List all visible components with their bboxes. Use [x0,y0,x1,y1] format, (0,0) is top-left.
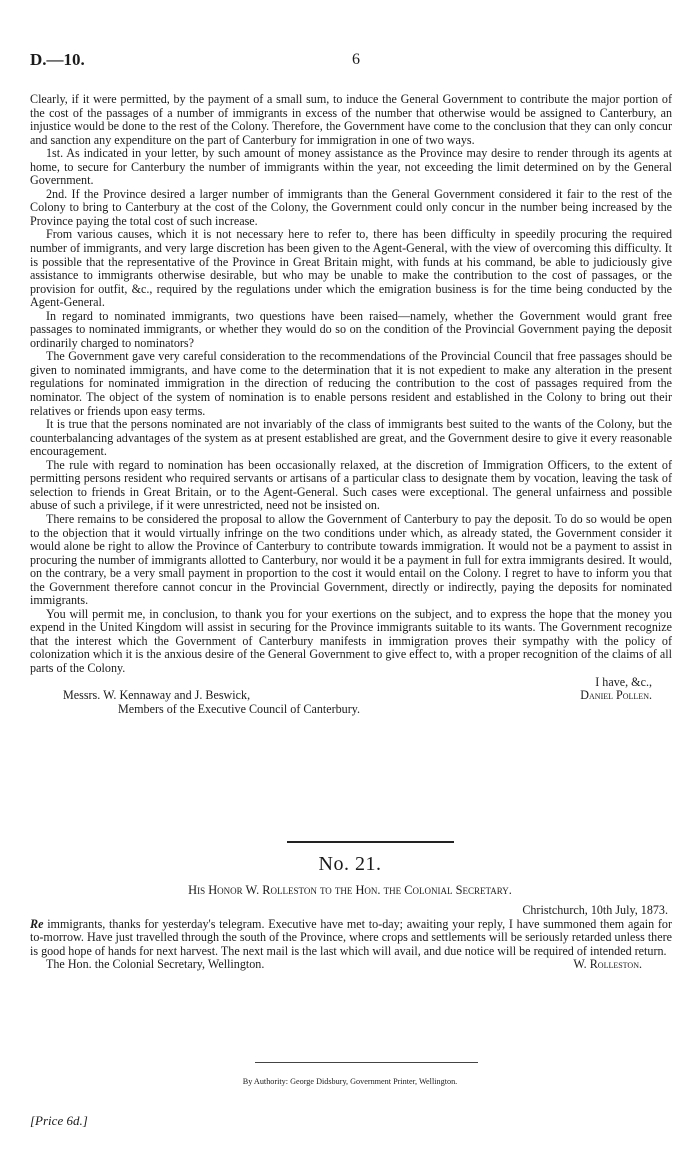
signature-row [30,689,672,703]
telegram-text: immigrants, thanks for yesterday's telegram. Executive have met to-day; awaiting your reply, I have summoned them again for to-morrow. Have just travelled through the south of the Province, where crops and settlements will be seriously retarded unless there is good hope of hands for next harvest. The next mail is the last which will avail, and due notice will be required of intended return. [30,916,672,958]
document-number: No. 21. [318,853,382,875]
paragraph: It is true that the persons nominated are not invariably of the class of immigrants best suited to the wants of the Colony, but the counterbalancing advantages of the system as at present established are great, and the Government desire to give it every reasonable encouragement. [30,417,672,459]
paragraph: Clearly, if it were permitted, by the payment of a small sum, to induce the General Government to contribute the major portion of the cost of the passages of a number of immigrants in excess of the number that otherwise would be assigned to Canterbury, an injustice would be done to the rest of the Colony. Therefore, the Government have come to the conclusion that they can only concur and sanction any expenditure on the part of Canterbury for immigration in one of two ways. [30,92,672,147]
paragraph: 1st. As indicated in your letter, by such amount of money assistance as the Province may desire to render through its agents at home, to secure for Canterbury the number of immigrants within the year, not exceeding the limit determined on by the General Government. [30,146,672,188]
paragraph: The rule with regard to nomination has been occasionally relaxed, at the discretion of Immigration Officers, to the extent of permitting persons resident who required servants or artisans of a particular class to designate them by vocation, leaving the task of selection to friends in Great Britain, or to the Agent-General. Such cases were exceptional. The general unfairness and possible abuse of such a privilege, if it were unrestricted, need not be insisted on. [30,457,672,513]
paragraph: You will permit me, in conclusion, to thank you for your exertions on the subject, and to express the hope that the money you expend in the United Kingdom will assist in securing for the Province immigrants suitable to its wants. The Government recognize that the interest which the Government of Canterbury manifests in immigration proves their sympathy with the policy of colonization which it is the anxious desire of the General Government to give effect to, with a proper recognition of the claims of all parts of the Colony. [30,606,672,675]
section-divider [287,841,454,843]
paragraph: 2nd. If the Province desired a larger number of immigrants than the General Government considered it fair to the rest of the Colony to bring to Canterbury at the cost of the Colony, the Government could only concur in the number being increased by the Province paying the total cost of such increase. [30,186,672,228]
document-reference: D.—10. [30,50,85,69]
addressee-role: Members of the Executive Council of Canterbury. [118,701,361,716]
page-number: 6 [352,51,360,68]
paragraph: There remains to be considered the proposal to allow the Government of Canterbury to pay the deposit. To do so would be open to the objection that it would virtually infringe on the two conditions under which, as already stated, the Government consider it would alone be right to allow the Province of Canterbury to contribute towards immigration. It would not be a payment to assist in procuring the number of immigrants allotted to Canterbury, nor would it be a payment in full for extra immigrants desired. It would, on the contrary, be a very small payment in proportion to the cost it would entail on the Colony. I regret to have to inform you that the Government therefore cannot concur in the Provincial Government, directly or indirectly, paying the deposits for nominated immigrants. [30,511,672,608]
dateline: Christchurch, 10th July, 1873. [522,903,668,917]
telegram-signature-row [30,958,672,972]
paragraph: From various causes, which it is not necessary here to refer to, there has been difficulty in speedily procuring the required number of immigrants, and very large discretion has been given to the Agent-General, with the view of overcoming this difficulty. It is possible that the representative of the Province in Great Britain might, with funds at his command, be able to judiciously give assistance to immigrants otherwise desirable, but who may be unable to make the contribution to the cost of passages, or the provision for outfit, &c., required by the regulations under which the emigration business is for the time being conducted by the Agent-General. [30,227,672,310]
telegram-message [30,918,672,959]
document-title: His Honor W. Rolleston to the Hon. the Colonial Secretary. [188,883,512,897]
price-label: [Price 6d.] [30,1113,88,1128]
footer-divider [255,1062,478,1063]
recipient: The Hon. the Colonial Secretary, Wellington. [46,957,265,972]
addressee: Messrs. W. Kennaway and J. Beswick, [63,688,251,703]
telegram-body [30,904,672,972]
telegram-signature: W. Rolleston. [573,957,642,972]
letter-body [30,93,672,716]
printer-authority: By Authority: George Didsbury, Government Printer, Wellington. [242,1077,458,1086]
paragraph: The Government gave very careful consideration to the recommendations of the Provincial Council that free passages should be given to nominated immigrants, and have come to the determination that it is not expedient to make any alteration in the present regulations for nominated immigration in the direction of reducing the contribution to the cost of passages required from the nominator. The object of the system of nomination is to enable persons resident and established in the Colony to bring out their relatives or friends upon easy terms. [30,349,672,418]
re-label: Re [30,916,44,931]
paragraph: In regard to nominated immigrants, two questions have been raised—namely, whether the Government would grant free passages to nominated immigrants, or whether they would do so on the condition of the Provincial Government paying the deposit ordinarily charged to nominators? [30,308,672,350]
valediction: I have, &c., [595,674,652,689]
signature: Daniel Pollen. [580,688,652,703]
